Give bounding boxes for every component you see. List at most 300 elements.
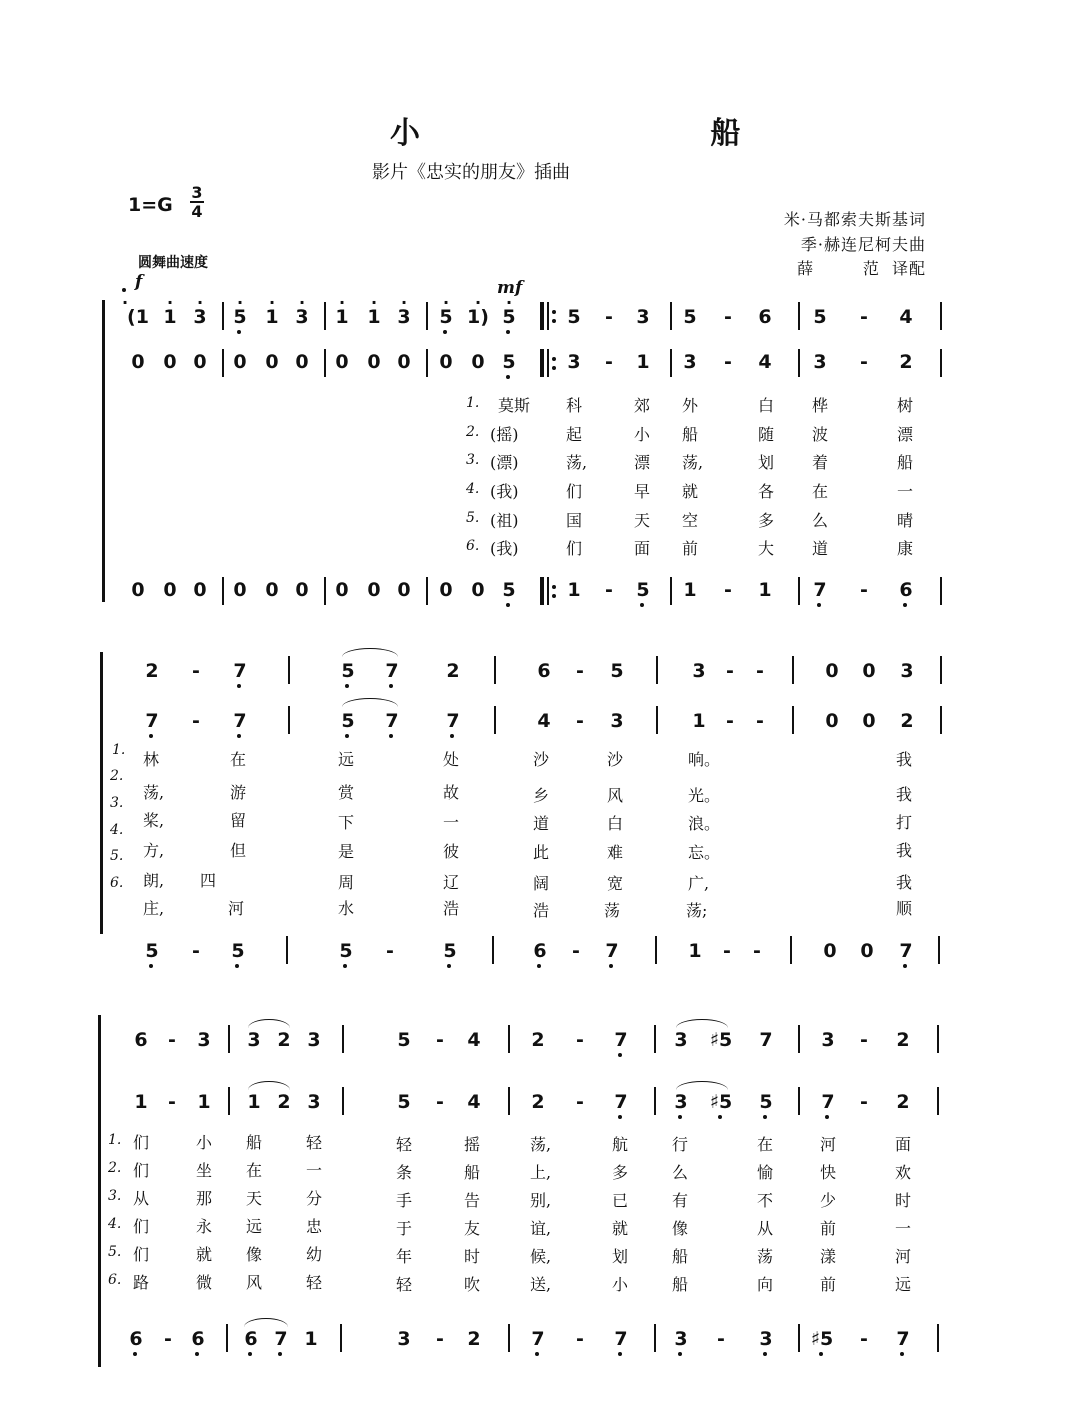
note: 5 [627,575,659,605]
note: 0 [862,710,876,732]
lyric: 我 [896,841,913,860]
lyric: 远 [895,1275,912,1294]
lyric: 小 [634,425,651,444]
note: 0 [439,351,453,373]
slur [676,1081,728,1090]
note: 3 [397,1328,411,1350]
lyric: 波 [812,425,829,444]
barline [940,706,942,734]
note: 3 [821,1029,835,1051]
barline [286,936,288,964]
verse-number: 3. [110,795,124,811]
repeat-start-sign [540,349,558,377]
lyric: 荡, [530,1135,552,1154]
note: 7 [605,1324,637,1354]
note: 1 [134,1091,148,1113]
note: 2 [446,660,460,682]
lyric: 们 [133,1217,150,1236]
note: · 1 [326,302,358,332]
note: 4 [467,1091,481,1113]
note: - [192,660,200,682]
note: 5 [683,306,697,328]
lyric: 时 [464,1247,481,1266]
lyric: 轻 [306,1273,323,1292]
lyric: 浩 [443,899,460,918]
lyric: 桨, [143,811,165,830]
lyric: 忘。 [688,843,721,862]
verse-number: 3. [466,452,480,468]
verse-number: 1. [108,1132,122,1148]
barline [792,706,794,734]
barline [324,302,326,330]
lyric: 么 [812,511,829,530]
lyric: 辽 [443,873,460,892]
lyric: 沙 [607,750,624,769]
note: 0 [823,940,837,962]
lyric: 前 [820,1275,837,1294]
lyric: 树 [897,396,914,415]
barline [226,1324,228,1352]
note: 1 [304,1328,318,1350]
lyric: 航 [612,1135,629,1154]
note: 3 [197,1029,211,1051]
lyric: 处 [443,750,460,769]
lyric: 天 [246,1189,263,1208]
note: - [605,351,613,373]
note: ♯5 [806,1324,838,1354]
note: - [724,579,732,601]
note: - [726,710,734,732]
note: · 5 [493,302,525,332]
note: 6 [235,1324,267,1354]
note: 3 [665,1324,697,1354]
lyric: 荡; [686,901,708,920]
lyric: 船 [464,1163,481,1182]
barline [342,1025,344,1053]
key-signature: 1=G [128,194,173,216]
lyric: 轻 [396,1135,413,1154]
verse-number: 5. [110,848,124,864]
note: 0 [265,579,279,601]
lyric: 吹 [464,1275,481,1294]
note: 7 [605,1087,637,1117]
note: 7 [804,575,836,605]
note: - [860,579,868,601]
lyric: 像 [246,1245,263,1264]
note: 0 [471,579,485,601]
barline [324,577,326,605]
slur [342,648,398,657]
lyric: 下 [338,813,355,832]
lyric: 外 [682,396,699,415]
lyric: 河 [228,899,245,918]
note: 6 [524,936,556,966]
lyric: 一 [443,813,460,832]
note: 7 [596,936,628,966]
verse-number: 6. [108,1272,122,1288]
barline [494,706,496,734]
lyric: 多 [612,1163,629,1182]
note: 7 [812,1087,844,1117]
barline [670,349,672,377]
lyric: (漂) [490,453,519,472]
lyric: 们 [566,482,583,501]
note: 2 [900,710,914,732]
song-title: 小 船 [390,116,881,151]
lyric: 小 [196,1133,213,1152]
lyric: 欢 [895,1163,912,1182]
lyric: 我 [896,873,913,892]
note: - [860,351,868,373]
note: 5 [434,936,466,966]
barline [940,349,942,377]
note: 2 [899,351,913,373]
note: 5 [332,706,364,736]
note: 0 [163,579,177,601]
barline [656,656,658,684]
note: 0 [367,351,381,373]
note: 2 [531,1029,545,1051]
barline [654,1324,656,1352]
note: 2 [277,1091,291,1113]
verse-number: 2. [466,424,480,440]
lyric: 远 [246,1217,263,1236]
lyric: (摇) [490,425,519,444]
barline [426,577,428,605]
note: 3 [665,1087,697,1117]
lyric: 们 [133,1133,150,1152]
lyric: 幼 [306,1245,323,1264]
barline [222,577,224,605]
lyric: 起 [566,425,583,444]
lyric: 不 [757,1191,774,1210]
lyric: 随 [758,425,775,444]
note: 3 [692,660,706,682]
lyric: 赏 [338,783,355,802]
note: ♯5 [709,1029,733,1051]
lyric: 告 [464,1191,481,1210]
barline [656,706,658,734]
lyric: (我) [490,482,519,501]
lyric: 别, [530,1191,552,1210]
note: 5 [567,306,581,328]
lyric: 分 [306,1189,323,1208]
note: 3 [610,710,624,732]
verse-number: 4. [108,1216,122,1232]
note: 5 [493,575,525,605]
note: 6 [890,575,922,605]
note: - [576,710,584,732]
note: 7 [890,936,922,966]
lyric: 轻 [396,1275,413,1294]
lyric: 宽 [607,874,624,893]
barline [426,302,428,330]
lyric: 河 [895,1247,912,1266]
song-subtitle: 影片《忠实的朋友》插曲 [372,162,570,183]
lyric: 白 [607,814,624,833]
lyric: 在 [812,482,829,501]
note: - [756,660,764,682]
note: - [436,1029,444,1051]
note: 6 [758,306,772,328]
lyric: 浪。 [688,814,721,833]
note: 2 [531,1091,545,1113]
lyric: 永 [196,1217,213,1236]
note: - [192,710,200,732]
note: 0 [862,660,876,682]
slur [676,1019,728,1028]
lyric: 广, [688,874,710,893]
lyric: 多 [758,511,775,530]
lyric: 愉 [757,1163,774,1182]
barline [937,1324,939,1352]
note: 5 [397,1029,411,1051]
barline [342,1087,344,1115]
lyric: 微 [196,1273,213,1292]
lyric: 谊, [530,1219,552,1238]
lyric: 条 [396,1163,413,1182]
note: 5 [222,936,254,966]
lyric: 各 [758,482,775,501]
note: - [576,1091,584,1113]
note: · 3 [388,302,420,332]
note: - [860,1029,868,1051]
note: 1 [197,1091,211,1113]
lyric: 桦 [812,396,829,415]
lyric: 小 [612,1275,629,1294]
note: 7 [136,706,168,736]
note: 6 [182,1324,214,1354]
lyric: 风 [607,786,624,805]
note: 1 [567,579,581,601]
barline [340,1324,342,1352]
lyric: 故 [443,783,460,802]
note: - [576,660,584,682]
lyric: 彼 [443,842,460,861]
barline [798,349,800,377]
lyric: 行 [672,1135,689,1154]
note: 3 [567,351,581,373]
lyric: 留 [230,811,247,830]
lyric: 水 [338,899,355,918]
lyric: 响。 [688,750,721,769]
lyric: 候, [530,1247,552,1266]
note: 0 [233,351,247,373]
note: 7 [265,1324,297,1354]
lyric: 荡 [604,901,621,920]
lyric: 就 [682,482,699,501]
slur [248,1081,290,1090]
note: 2 [896,1029,910,1051]
verse-number: 6. [110,875,124,891]
verse-number: 6. [466,538,480,554]
lyric: 向 [757,1275,774,1294]
note: - [717,1328,725,1350]
note: 0 [860,940,874,962]
verse-number: 5. [466,510,480,526]
note: 7 [376,706,408,736]
note: - [860,1091,868,1113]
verse-number: 4. [466,481,480,497]
lyric: 浩 [533,901,550,920]
lyric: 路 [133,1273,150,1292]
lyric: 顺 [896,899,913,918]
dynamic-forte: f [135,272,143,292]
note: 0 [295,579,309,601]
lyric: 像 [672,1219,689,1238]
note: 1 [758,579,772,601]
lyric: 一 [897,482,914,501]
note: 5 [397,1091,411,1113]
note: 3 [674,1029,688,1051]
note: 0 [825,710,839,732]
barline [938,936,940,964]
lyric: 早 [634,482,651,501]
note: 0 [335,351,349,373]
note: 5 [330,936,362,966]
lyric: 着 [812,453,829,472]
lyric: 阔 [533,874,550,893]
note: 5 [813,306,827,328]
barline [940,302,942,330]
barline [792,656,794,684]
lyric: 荡, [682,453,704,472]
lyric: 有 [672,1191,689,1210]
barline [654,1087,656,1115]
note: · (1 [122,302,154,332]
lyric: 白 [758,396,775,415]
note: 0 [131,579,145,601]
lyric: 船 [246,1133,263,1152]
note: - [576,1029,584,1051]
note: 0 [397,579,411,601]
note: 7 [605,1025,637,1055]
note: - [164,1328,172,1350]
lyric: 四 [200,871,217,890]
lyric: 大 [758,539,775,558]
barline [798,1087,800,1115]
note: 7 [887,1324,919,1354]
lyric: 划 [758,453,775,472]
note: - [572,940,580,962]
barline [940,656,942,684]
note: 3 [307,1091,321,1113]
note: · 3 [286,302,318,332]
lyric: 前 [682,539,699,558]
note: - [724,306,732,328]
note: 0 [295,351,309,373]
note: ♯5 [705,1087,737,1117]
note: 3 [750,1324,782,1354]
lyric: 少 [820,1191,837,1210]
lyric: 我 [896,750,913,769]
note: 5 [332,656,364,686]
lyric: 庄, [143,899,165,918]
note: · 3 [184,302,216,332]
lyric: 道 [533,814,550,833]
barline [324,349,326,377]
lyric: 光。 [688,786,721,805]
note: 0 [163,351,177,373]
note: 5 [493,347,525,377]
lyric: 天 [634,511,651,530]
note: - [168,1029,176,1051]
note: 4 [537,710,551,732]
lyric: 晴 [897,511,914,530]
lyric: 荡, [143,783,165,802]
note: 0 [193,351,207,373]
lyric: 漾 [820,1247,837,1266]
system1-brace [102,300,105,602]
lyric: 在 [757,1135,774,1154]
note: - [756,710,764,732]
note: - [605,579,613,601]
note: - [753,940,761,962]
credit-translator: 薛 范 译配 [797,259,926,278]
barline [494,656,496,684]
note: - [192,940,200,962]
lyric: 轻 [306,1133,323,1152]
note: · 1 [358,302,390,332]
note: - [605,306,613,328]
lyric: 们 [133,1245,150,1264]
barline [670,302,672,330]
lyric: 于 [396,1219,413,1238]
lyric: 林 [143,750,160,769]
lyric: 们 [133,1161,150,1180]
credit-composer: 季·赫连尼柯夫曲 [800,235,926,254]
verse-number: 2. [110,768,124,784]
lyric: 河 [820,1135,837,1154]
note: 0 [439,579,453,601]
note: - [436,1091,444,1113]
note: 6 [134,1029,148,1051]
lyric: 荡 [757,1247,774,1266]
time-sig-numerator: 3 [191,183,203,202]
lyric: 游 [230,783,247,802]
note: - [723,940,731,962]
lyric: 空 [682,511,699,530]
lyric: 面 [634,539,651,558]
lyric: 荡, [566,453,588,472]
note: · 1 [256,302,288,332]
lyric: 朗, [143,871,165,890]
barline [654,1025,656,1053]
tempo-marking: 圆舞曲速度 [138,255,208,271]
lyric: 是 [338,842,355,861]
lyric: 莫斯 [498,396,531,415]
barline [670,577,672,605]
lyric: 此 [533,843,550,862]
lyric: 划 [612,1247,629,1266]
note: 7 [224,706,256,736]
note: 4 [467,1029,481,1051]
barline [426,349,428,377]
lyric: 船 [897,453,914,472]
credit-lyricist: 米·马都索夫斯基词 [783,210,926,229]
barline [790,936,792,964]
note: 2 [896,1091,910,1113]
verse-number: 4. [110,822,124,838]
barline [798,1025,800,1053]
barline [655,936,657,964]
note: · 1) [462,302,494,332]
system3-brace [98,1015,101,1367]
note: 7 [224,656,256,686]
note: 0 [397,351,411,373]
lyric: 快 [820,1163,837,1182]
lyric: 郊 [634,396,651,415]
